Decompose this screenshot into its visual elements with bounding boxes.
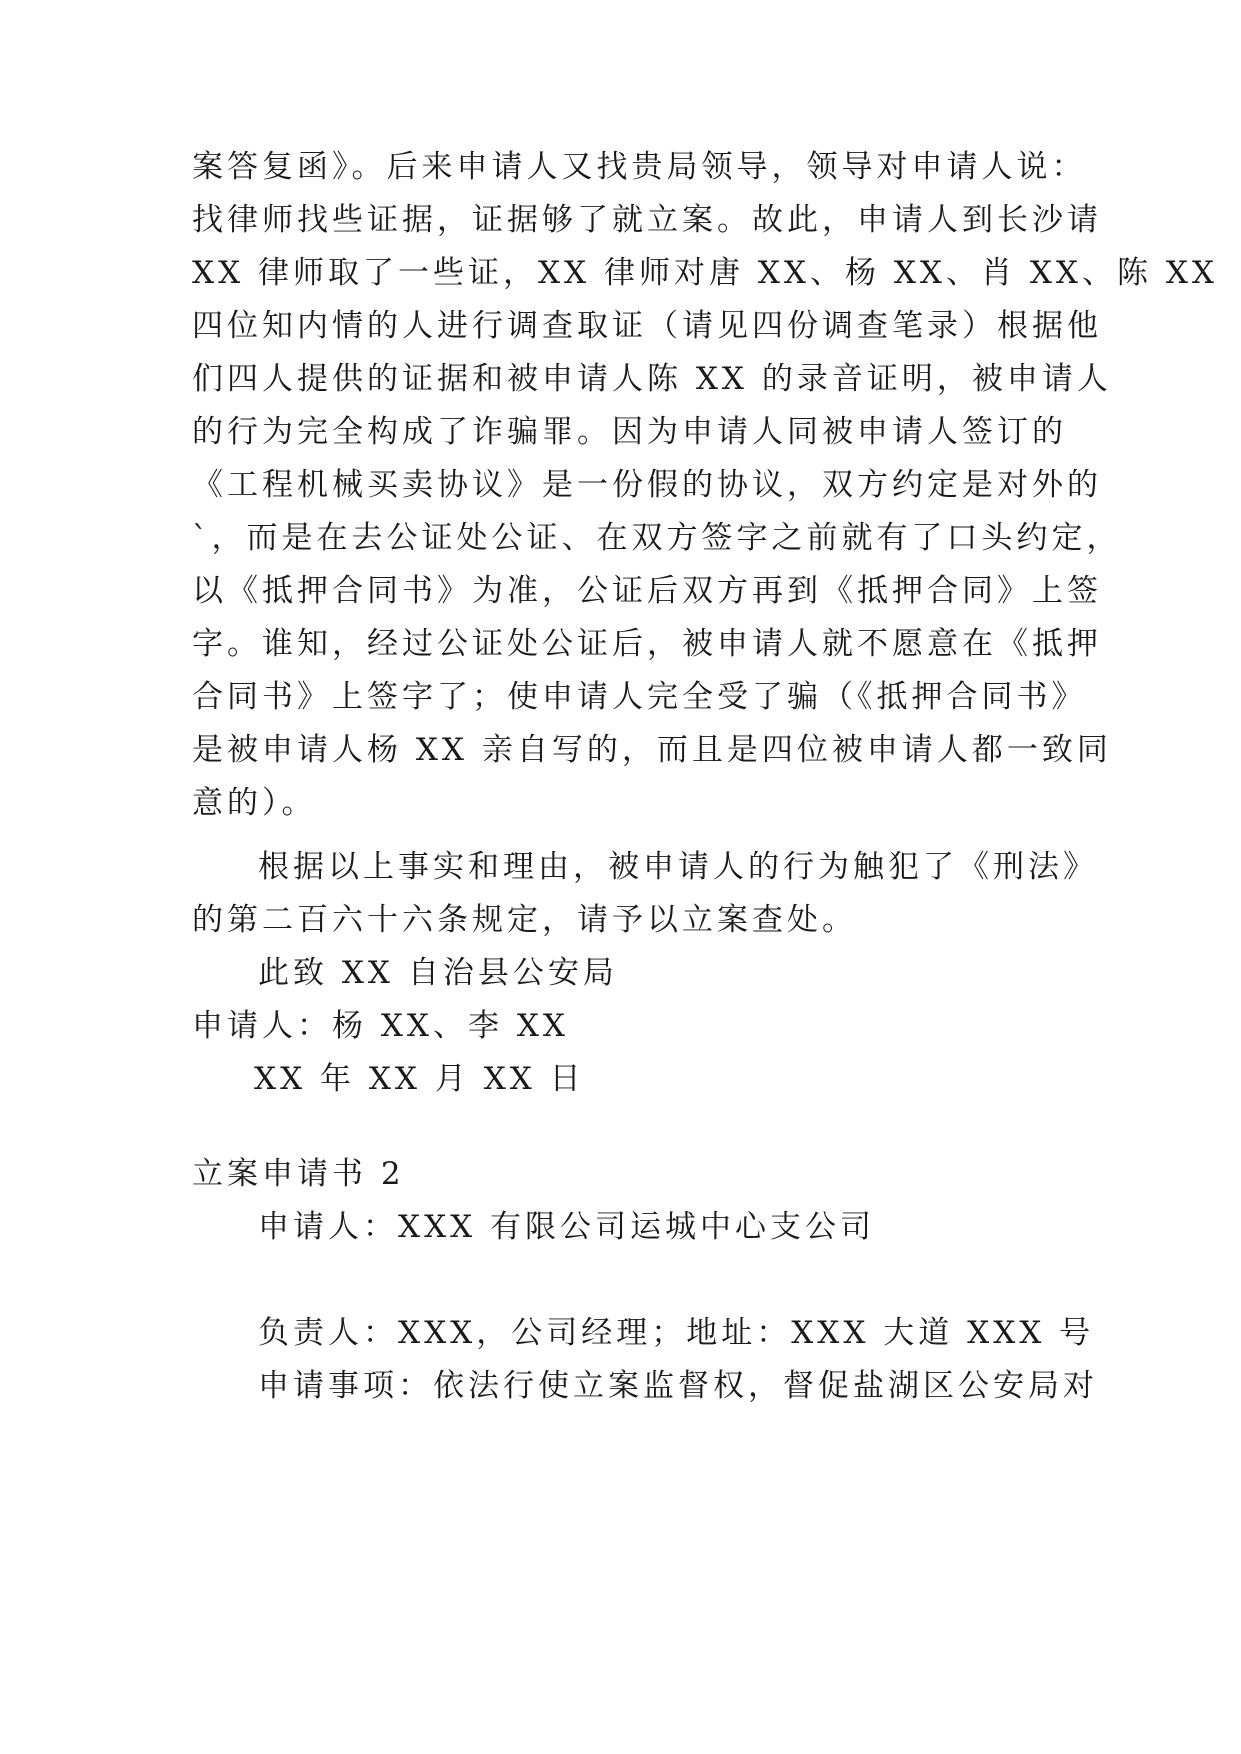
applicant-signature: 申请人：杨 XX、李 XX bbox=[192, 1008, 569, 1044]
conclusion-line: 的第二百六十六条规定，请予以立案查处。 bbox=[192, 902, 857, 938]
body-line: XX 律师取了一些证，XX 律师对唐 XX、杨 XX、肖 XX、陈 XX bbox=[192, 255, 1218, 291]
conclusion-line: 根据以上事实和理由，被申请人的行为触犯了《刑法》 bbox=[258, 849, 1098, 885]
body-line: 案答复函》。后来申请人又找贵局领导，领导对申请人说： bbox=[192, 149, 1087, 185]
body-line: 是被申请人杨 XX 亲自写的，而且是四位被申请人都一致同 bbox=[192, 732, 1112, 768]
request-items: 申请事项：依法行使立案监督权，督促盐湖区公安局对 bbox=[258, 1368, 1098, 1404]
body-line: 合同书》上签字了；使申请人完全受了骗（《抵押合同书》 bbox=[192, 679, 1087, 715]
addressee: 此致 XX 自治县公安局 bbox=[258, 955, 618, 991]
body-line: 字。谁知，经过公证处公证后，被申请人就不愿意在《抵押 bbox=[192, 626, 1102, 662]
body-line: 找律师找些证据，证据够了就立案。故此，申请人到长沙请 bbox=[192, 202, 1102, 238]
body-line: 们四人提供的证据和被申请人陈 XX 的录音证明，被申请人 bbox=[192, 361, 1112, 397]
body-line: 以《抵押合同书》为准，公证后双方再到《抵押合同》上签 bbox=[192, 573, 1102, 609]
section-title: 立案申请书 2 bbox=[192, 1156, 405, 1192]
second-applicant: 申请人：XXX 有限公司运城中心支公司 bbox=[258, 1209, 876, 1245]
body-line: 的行为完全构成了诈骗罪。因为申请人同被申请人签订的 bbox=[192, 414, 1067, 450]
signature-date: XX 年 XX 月 XX 日 bbox=[254, 1061, 585, 1097]
body-line: `，而是在去公证处公证、在双方签字之前就有了口头约定， bbox=[192, 520, 1122, 556]
body-line: 《工程机械买卖协议》是一份假的协议，双方约定是对外的 bbox=[192, 467, 1102, 503]
responsible-person: 负责人：XXX，公司经理；地址：XXX 大道 XXX 号 bbox=[258, 1315, 1095, 1351]
body-line: 意的）。 bbox=[192, 785, 317, 821]
body-line: 四位知内情的人进行调查取证（请见四份调查笔录）根据他 bbox=[192, 308, 1102, 344]
